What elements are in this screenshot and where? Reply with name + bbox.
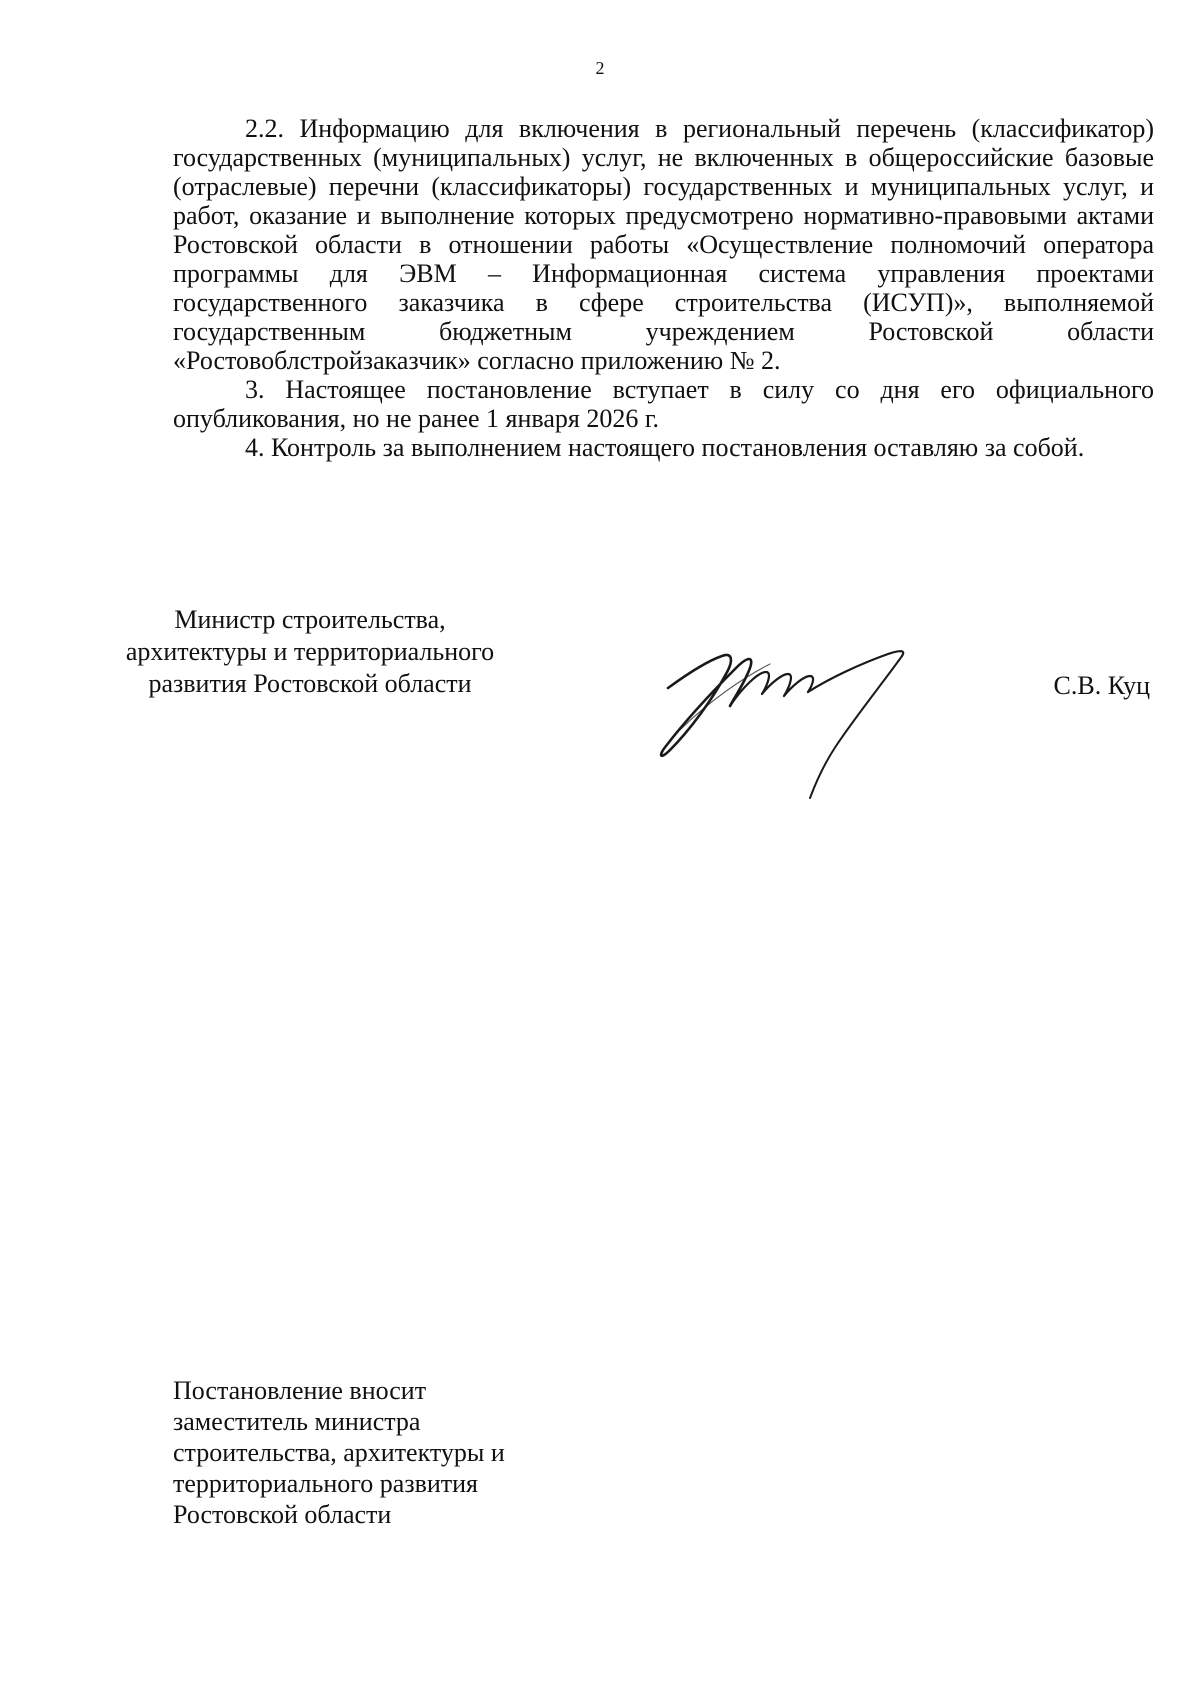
submitter-line: Ростовской области: [173, 1500, 392, 1529]
submitter-line: территориального развития: [173, 1469, 479, 1498]
paragraph-4: 4. Контроль за выполнением настоящего постановления оставляю за собой.: [245, 433, 1085, 462]
paragraph-3: 3. Настоящее постановление вступает в силу со дня его официального опубликования, но не ранее 1 января 2026 г.: [173, 375, 1154, 433]
signer-position-line: архитектуры и территориального: [125, 637, 495, 666]
document-body: [173, 114, 1154, 462]
signer-position-line: Министр строительства,: [174, 605, 446, 634]
submitter-line: Постановление вносит: [173, 1376, 427, 1405]
submitter-line: строительства, архитектуры и: [173, 1438, 505, 1467]
handwritten-signature: [650, 580, 990, 820]
submitter-note: [173, 1375, 505, 1530]
signer-position: [100, 604, 520, 700]
signer-name: С.В. Куц: [1053, 671, 1150, 700]
signer-position-line: развития Ростовской области: [148, 669, 472, 698]
submitter-line: заместитель министра: [173, 1407, 421, 1436]
page-number: 2: [595, 58, 605, 78]
paragraph-2-2: 2.2. Информацию для включения в региональный перечень (классификатор) государственных (муниципальных) услуг, не включенных в общероссийские базовые (отраслевые) перечни (классификаторы) государственных и муниципальных услуг, и работ, оказание и выполнение которых предусмотрено нормативно-правовыми актами Ростовской области в отношении работы «Осуществление полномочий оператора программы для ЭВМ – Информационная система управления проектами государственного заказчика в сфере строительства (ИСУП)», выполняемой государственным бюджетным учреждением Ростовской области «Ростовоблстройзаказчик» согласно приложению № 2.: [173, 114, 1154, 375]
